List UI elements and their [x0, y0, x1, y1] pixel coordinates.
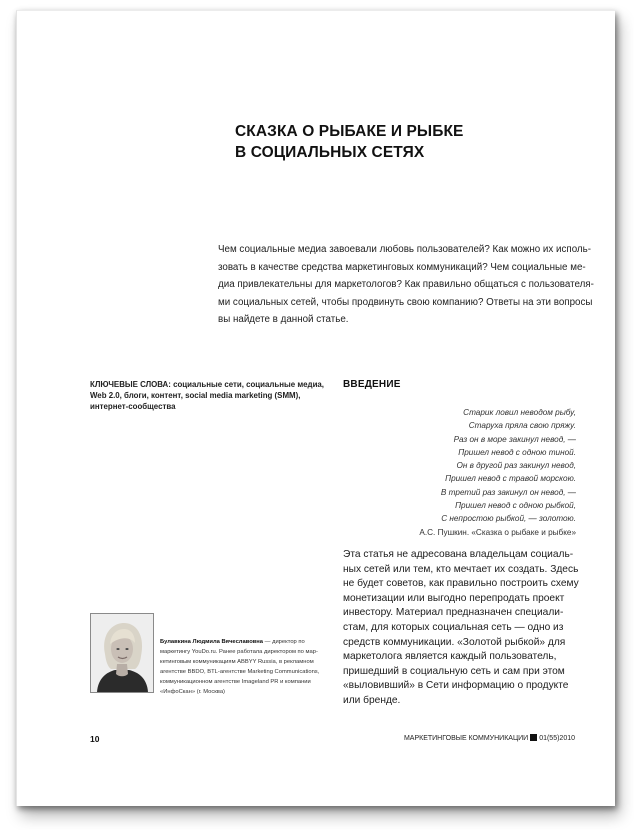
epigraph-line: Старуха пряла свою пряжу. [468, 421, 576, 431]
body-line: «выловивший» в Сети информацию о продукте [343, 680, 569, 692]
author-photo [90, 613, 154, 693]
article-title [235, 121, 595, 163]
epigraph-line: В третий раз закинул он невод, — [440, 487, 576, 497]
body-line: пришедший в социальную сеть и сам при этом [343, 665, 565, 677]
author-bio-line: — директор по [264, 639, 305, 645]
body-line: монетизации или выгодно перепродать проект [343, 592, 565, 604]
body-line: Эта статья не адресована владельцам социаль- [343, 549, 574, 560]
author-bio-line: кетинговым коммуникациям ABBYY Russia, в рекламном [160, 659, 314, 665]
keywords-line: Web 2.0, блоги, контент, social media marketing (SMM), [90, 391, 301, 401]
body-line: инвестору. Материал предназначен специали- [343, 607, 564, 619]
epigraph-attribution: А.С. Пушкин. «Сказка о рыбаке и рыбке» [419, 527, 576, 537]
issue-number: 01(55)2010 [539, 735, 575, 742]
body-line: не будет советов, как правильно построить схему [343, 578, 579, 590]
epigraph [340, 406, 576, 539]
body-line: маркетолога является каждый пользователь, [343, 651, 557, 663]
journal-name: МАРКЕТИНГОВЫЕ КОММУНИКАЦИИ [403, 735, 529, 742]
epigraph-line: Он в другой раз закинул невод, [456, 461, 576, 471]
epigraph-line: Пришел невод с травой морскою. [445, 474, 576, 484]
author-bio-line: «ИнфоСкан» (г. Москва) [160, 689, 225, 695]
body-line: средств коммуникации. «Золотой рыбкой» для [343, 636, 566, 648]
keywords-line: интернет-сообщества [90, 402, 176, 412]
lead-line: зовать в качестве средства маркетинговых коммуникаций? Чем социальные ме- [218, 261, 586, 273]
keywords-line: КЛЮЧЕВЫЕ СЛОВА: социальные сети, социальные медиа, [90, 380, 325, 389]
epigraph-line: Старик ловил неводом рыбу, [463, 408, 576, 417]
author-line-1 [160, 637, 328, 647]
body-line: или бренде. [343, 694, 401, 706]
body-line: стам, для которых социальная сеть — одно из [343, 621, 564, 633]
epigraph-line: Пришел невод с одною тиной. [458, 447, 576, 457]
epigraph-line: Раз он в море закинул невод, — [453, 434, 576, 444]
lead-line: диа привлекательны для маркетологов? Как правильно общаться с пользователя- [218, 279, 594, 291]
title-line: СКАЗКА О РЫБАКЕ И РЫБКЕ [235, 123, 464, 140]
square-bullet-icon [530, 734, 537, 741]
title-line: В СОЦИАЛЬНЫХ СЕТЯХ [235, 144, 425, 161]
author-bio-line: маркетингу YouDo.ru. Ранее работала директором по мар- [160, 649, 318, 655]
page-number: 10 [90, 734, 100, 744]
keywords-block [90, 379, 325, 413]
lead-line: Чем социальные медиа завоевали любовь пользователей? Как можно их исполь- [218, 244, 592, 255]
intro-paragraph [343, 548, 579, 709]
author-bio-line: коммуникационном агентстве Imageland PR и компании [160, 679, 311, 685]
epigraph-line: Пришел невод с одною рыбкой, [455, 501, 576, 511]
article-lead [218, 241, 594, 329]
author-info [160, 637, 328, 697]
lead-line: ми социальных сетей, чтобы продвинуть свою компанию? Ответы на эти вопросы [218, 296, 593, 308]
lead-line: вы найдете в данной статье. [218, 314, 349, 326]
running-footer [380, 734, 575, 742]
section-heading: ВВЕДЕНИЕ [343, 379, 401, 390]
author-name: Булавкина Людмила Вячеславовна [160, 639, 264, 645]
epigraph-line: С непростою рыбкой, — золотою. [441, 514, 576, 524]
author-portrait-image [91, 614, 153, 692]
author-bio-line: агентстве BBDO, BTL-агентстве Marketing Communications, [160, 669, 320, 675]
body-line: ных сетей или тем, кто мечтает их создать. Здесь [343, 563, 579, 575]
